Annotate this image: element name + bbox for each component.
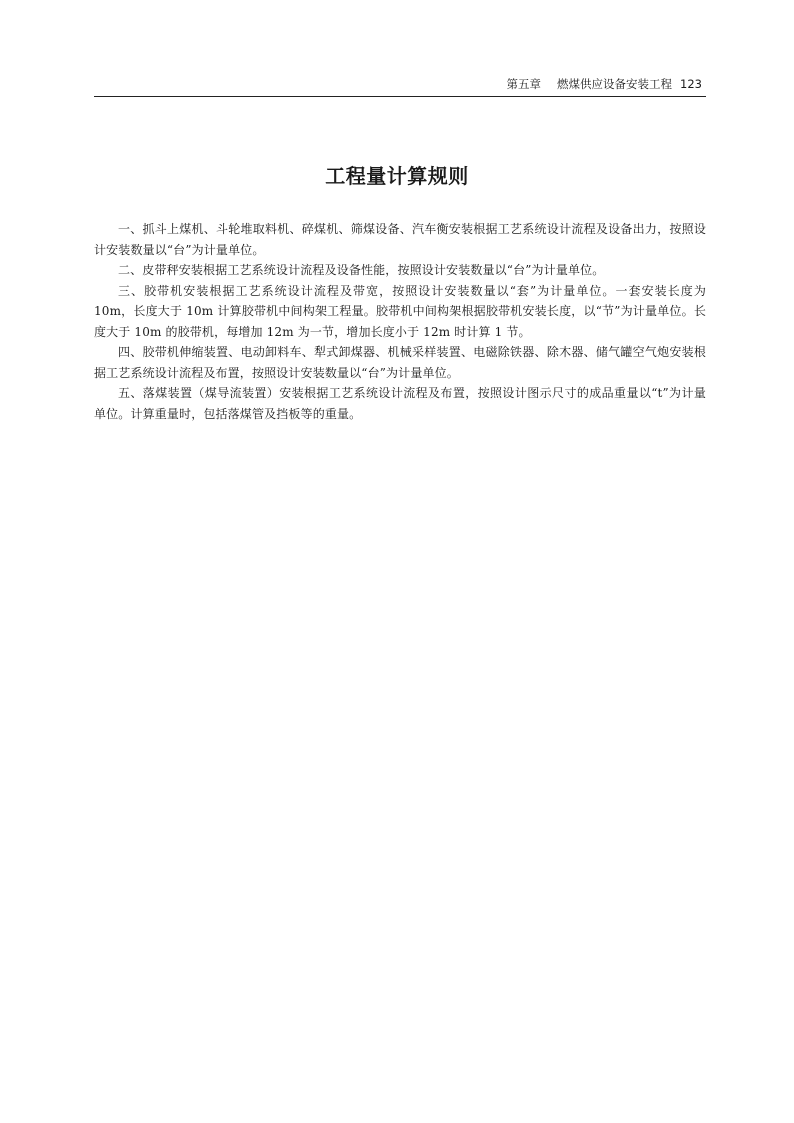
paragraph-4: 四、胶带机伸缩装置、电动卸料车、犁式卸煤器、机械采样装置、电磁除铁器、除木器、储气罐空气炮安装根据工艺系统设计流程及布置，按照设计安装数量以“台”为计量单位。 [94,345,706,380]
header-subject: 燃煤供应设备安装工程 [557,77,673,91]
paragraph-1: 一、抓斗上煤机、斗轮堆取料机、碎煤机、筛煤设备、汽车衡安装根据工艺系统设计流程及设备出力，按照设计安装数量以“台”为计量单位。 [94,222,706,257]
header-chapter: 第五章 [506,77,542,91]
body-text [94,219,706,424]
running-header [94,76,706,97]
paragraph-2: 二、皮带秤安装根据工艺系统设计流程及设备性能，按照设计安装数量以“台”为计量单位。 [118,263,605,277]
section-title: 工程量计算规则 [325,164,469,188]
paragraph-5: 五、落煤装置（煤导流装置）安装根据工艺系统设计流程及布置，按照设计图示尺寸的成品重量以“t”为计量单位。计算重量时，包括落煤管及挡板等的重量。 [94,386,706,421]
paragraph-3: 三、胶带机安装根据工艺系统设计流程及带宽，按照设计安装数量以“套”为计量单位。一套安装长度为 10m，长度大于 10m 计算胶带机中间构架工程量。胶带机中间构架根据胶带机安装长度，以“节”为计量单位。长度大于 10m 的胶带机，每增加 12m 为一节，增加长度小于 12m 时计算 1 节。 [94,283,706,339]
header-text [507,77,702,91]
page-number: 123 [680,77,702,91]
